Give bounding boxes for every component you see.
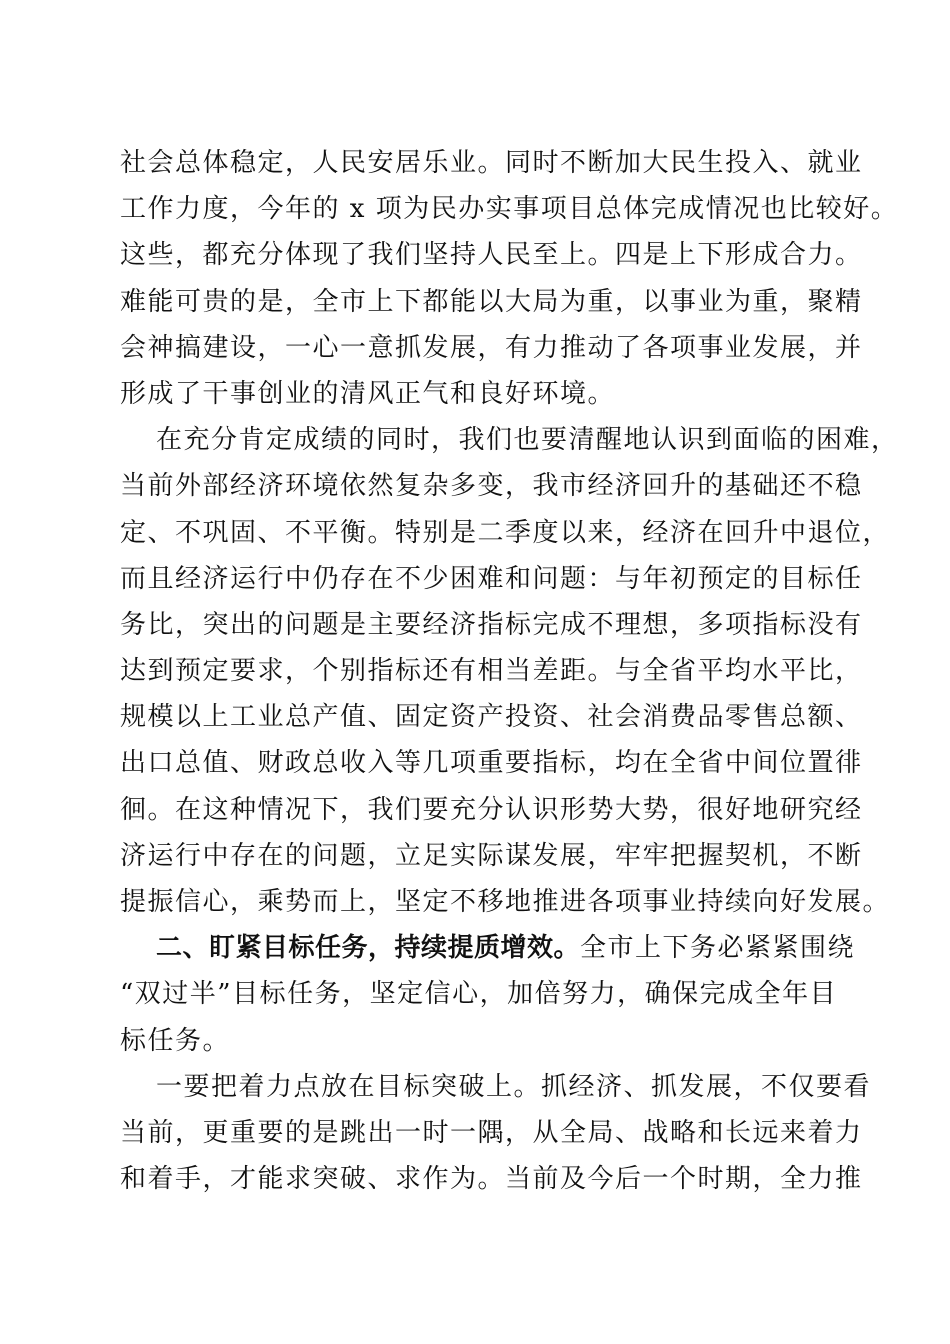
text-line: 这些，都充分体现了我们坚持人民至上。四是上下形成合力。	[120, 240, 863, 271]
text-line: 定、不巩固、不平衡。特别是二季度以来，经济在回升中退位，	[120, 517, 891, 548]
text-line: 达到预定要求，个别指标还有相当差距。与全省平均水平比，	[120, 656, 863, 687]
text-line: 标任务。	[120, 1025, 231, 1056]
text-line: “双过半”目标任务，坚定信心，加倍努力，确保完成全年目	[120, 979, 838, 1010]
text-line: 提振信心，乘势而上，坚定不移地推进各项事业持续向好发展。	[120, 887, 891, 917]
paragraph-start-line: 一要把着力点放在目标突破上。抓经济、抓发展，不仅要看	[156, 1071, 872, 1102]
text-line: 当前外部经济环境依然复杂多变，我市经济回升的基础还不稳	[120, 471, 863, 502]
text-line: 社会总体稳定，人民安居乐业。同时不断加大民生投入、就业	[120, 148, 863, 178]
text-line: 工作力度，今年的 x 项为民办实事项目总体完成情况也比较好。	[120, 194, 899, 225]
text-line: 当前，更重要的是跳出一时一隅，从全局、战略和长远来着力	[120, 1117, 863, 1148]
paragraph-start-line: 在充分肯定成绩的同时，我们也要清醒地认识到面临的困难，	[156, 425, 899, 456]
text-line: 和着手，才能求突破、求作为。当前及今后一个时期，全力推	[120, 1164, 863, 1195]
section-heading-continuation: 全市上下务必紧紧围绕	[580, 933, 856, 964]
body-text	[120, 140, 899, 1202]
text-line: 务比，突出的问题是主要经济指标完成不理想，多项指标没有	[120, 609, 863, 640]
text-line: 会神搞建设，一心一意抓发展，有力推动了各项事业发展，并	[120, 332, 863, 363]
text-line: 规模以上工业总产值、固定资产投资、社会消费品零售总额、	[120, 702, 863, 733]
section-heading: 二、盯紧目标任务，持续提质增效。	[156, 933, 581, 964]
text-line: 形成了干事创业的清风正气和良好环境。	[120, 378, 616, 409]
text-line: 徊。在这种情况下，我们要充分认识形势大势，很好地研究经	[120, 794, 863, 825]
section-heading-line	[120, 925, 856, 971]
text-line: 济运行中存在的问题，立足实际谋发展，牢牢把握契机，不断	[120, 840, 863, 871]
text-line: 出口总值、财政总收入等几项重要指标，均在全省中间位置徘	[120, 748, 863, 779]
text-line: 而且经济运行中仍存在不少困难和问题：与年初预定的目标任	[120, 563, 863, 594]
text-line: 难能可贵的是，全市上下都能以大局为重，以事业为重，聚精	[120, 286, 863, 317]
